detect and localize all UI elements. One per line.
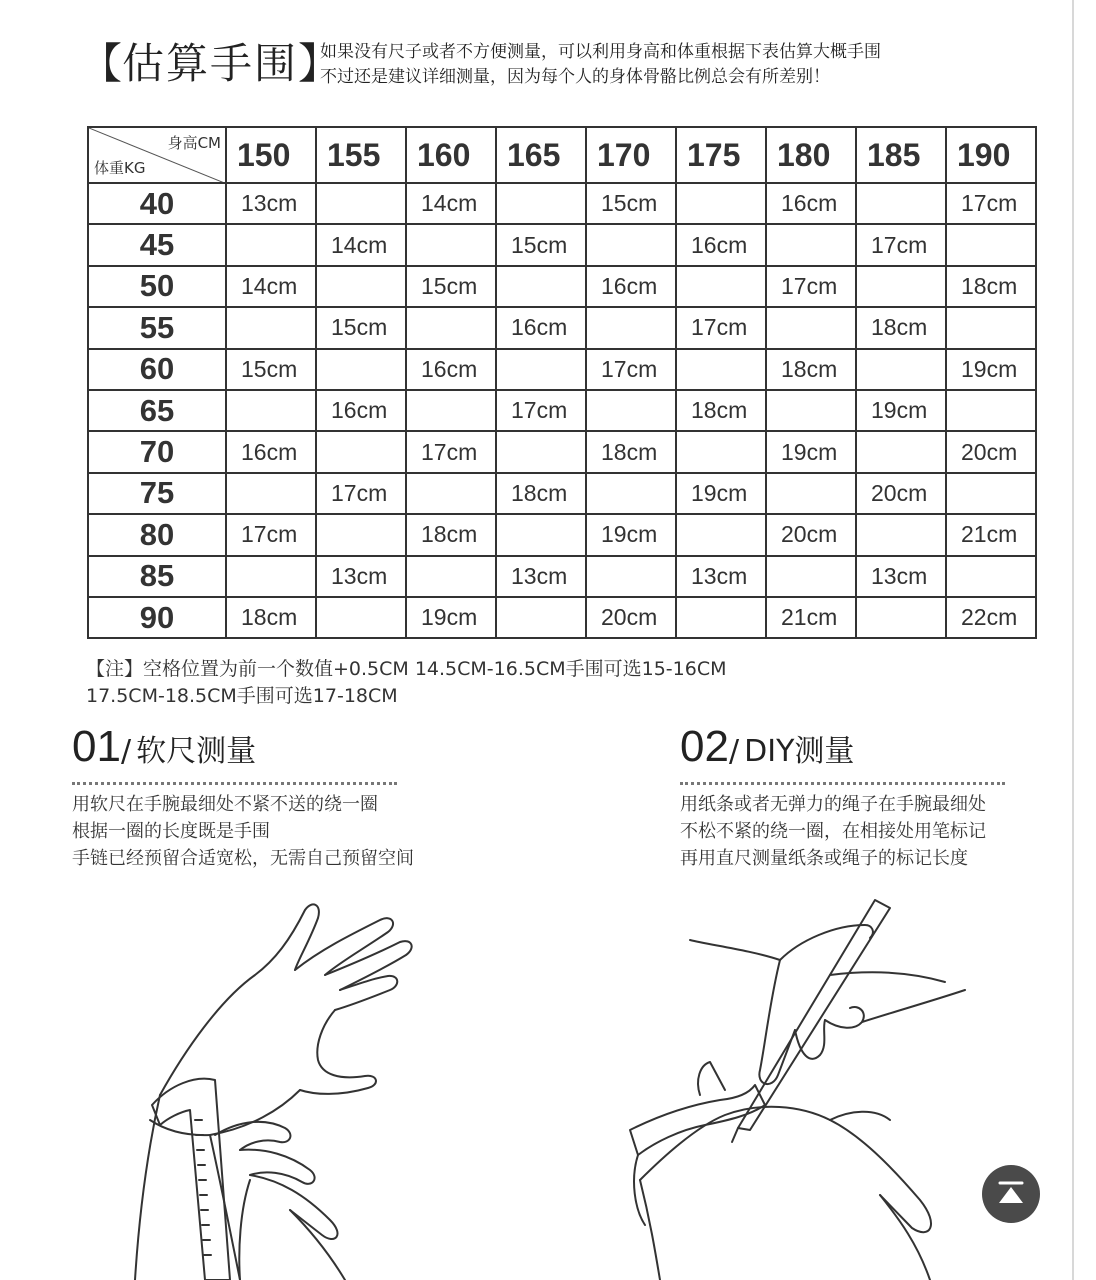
table-row: [88, 390, 1036, 431]
instruction-line: 不松不紧的绕一圈，在相接处用笔标记: [680, 821, 986, 842]
height-header-cell: 175: [676, 127, 766, 183]
wrist-size-cell: [406, 224, 496, 265]
wrist-size-cell: 18cm: [406, 514, 496, 555]
wrist-size-cell: 18cm: [586, 431, 676, 472]
wrist-size-cell: [946, 556, 1036, 597]
wrist-size-cell: [316, 431, 406, 472]
height-header-cell: 190: [946, 127, 1036, 183]
wrist-size-cell: 13cm: [676, 556, 766, 597]
weight-axis-label: 体重KG: [94, 159, 146, 177]
table-body: [88, 183, 1036, 638]
wrist-size-cell: 17cm: [946, 183, 1036, 224]
wrist-size-cell: 15cm: [496, 224, 586, 265]
wrist-size-cell: 14cm: [316, 224, 406, 265]
wrist-size-cell: [676, 266, 766, 307]
note-line: 17.5CM-18.5CM手围可选17-18CM: [86, 685, 398, 707]
wrist-size-cell: [766, 556, 856, 597]
wrist-size-cell: 19cm: [856, 390, 946, 431]
weight-cell: 75: [88, 473, 226, 514]
wrist-size-cell: [496, 597, 586, 638]
table-row: [88, 473, 1036, 514]
height-header-cell: 150: [226, 127, 316, 183]
wrist-size-cell: [676, 431, 766, 472]
wrist-size-cell: 14cm: [406, 183, 496, 224]
method-slash: /: [728, 734, 740, 769]
height-header-cell: 160: [406, 127, 496, 183]
table-row: [88, 556, 1036, 597]
weight-cell: 60: [88, 349, 226, 390]
wrist-size-cell: [676, 597, 766, 638]
wrist-size-cell: [946, 307, 1036, 348]
wrist-size-cell: 17cm: [856, 224, 946, 265]
height-header-cell: 180: [766, 127, 856, 183]
wrist-size-cell: 15cm: [226, 349, 316, 390]
wrist-size-cell: 17cm: [766, 266, 856, 307]
intro-line: 如果没有尺子或者不方便测量，可以利用身高和体重根据下表估算大概手围: [320, 42, 881, 62]
table-row: [88, 514, 1036, 555]
soft-ruler-hand-illustration: [90, 880, 490, 1280]
wrist-size-cell: [946, 473, 1036, 514]
dotted-divider: [680, 782, 1005, 785]
wrist-size-cell: 13cm: [316, 556, 406, 597]
scroll-to-top-button[interactable]: [982, 1165, 1040, 1223]
wrist-size-cell: [316, 183, 406, 224]
wrist-size-cell: 19cm: [946, 349, 1036, 390]
wrist-size-cell: [676, 183, 766, 224]
method-heading: [72, 722, 492, 780]
wrist-size-cell: 20cm: [856, 473, 946, 514]
height-header-cell: 165: [496, 127, 586, 183]
wrist-size-cell: [676, 349, 766, 390]
wrist-size-cell: [586, 307, 676, 348]
wrist-size-cell: [766, 390, 856, 431]
wrist-size-cell: [406, 556, 496, 597]
wrist-size-cell: 19cm: [406, 597, 496, 638]
weight-cell: 55: [88, 307, 226, 348]
wrist-size-cell: [496, 431, 586, 472]
frame-edge: [1072, 0, 1074, 1280]
table-header-row: [88, 127, 1036, 183]
title-text: 估算手围: [122, 39, 299, 88]
wrist-size-cell: [856, 514, 946, 555]
instruction-line: 再用直尺测量纸条或绳子的标记长度: [680, 848, 968, 869]
wrist-size-cell: 17cm: [496, 390, 586, 431]
table-corner-cell: [88, 127, 226, 183]
intro-text: [320, 40, 881, 90]
instruction-line: 手链已经预留合适宽松，无需自己预留空间: [72, 848, 414, 869]
method-instructions: [72, 791, 492, 872]
wrist-size-cell: 19cm: [676, 473, 766, 514]
wrist-size-cell: [406, 307, 496, 348]
title-bracket-open: 【: [80, 39, 123, 88]
weight-cell: 90: [88, 597, 226, 638]
instruction-line: 用纸条或者无弹力的绳子在手腕最细处: [680, 794, 986, 815]
scroll-to-top-icon: [982, 1165, 1040, 1223]
wrist-size-cell: [316, 349, 406, 390]
wrist-size-cell: 18cm: [946, 266, 1036, 307]
wrist-size-cell: [406, 390, 496, 431]
wrist-size-cell: [586, 556, 676, 597]
table-row: [88, 597, 1036, 638]
wrist-size-cell: 19cm: [766, 431, 856, 472]
wrist-size-cell: [496, 266, 586, 307]
wrist-size-cell: 20cm: [766, 514, 856, 555]
wrist-size-cell: 16cm: [496, 307, 586, 348]
wrist-size-cell: 17cm: [226, 514, 316, 555]
method-instructions: [680, 791, 1096, 872]
wrist-size-cell: [856, 183, 946, 224]
weight-cell: 70: [88, 431, 226, 472]
wrist-size-cell: [766, 224, 856, 265]
wrist-size-cell: 21cm: [946, 514, 1036, 555]
height-header-cell: 185: [856, 127, 946, 183]
wrist-size-cell: [496, 183, 586, 224]
wrist-size-cell: 16cm: [586, 266, 676, 307]
wrist-size-cell: 20cm: [946, 431, 1036, 472]
wrist-size-cell: [586, 224, 676, 265]
wrist-size-cell: 22cm: [946, 597, 1036, 638]
table-row: [88, 307, 1036, 348]
wrist-size-cell: [766, 473, 856, 514]
wrist-size-cell: 14cm: [226, 266, 316, 307]
note-line: 【注】空格位置为前一个数值+0.5CM 14.5CM-16.5CM手围可选15-16CM: [86, 658, 727, 680]
title-bracket-close: 】: [298, 39, 341, 88]
wrist-size-cell: [226, 473, 316, 514]
wrist-size-cell: [226, 390, 316, 431]
wrist-size-cell: [496, 514, 586, 555]
wrist-size-cell: [316, 514, 406, 555]
weight-cell: 85: [88, 556, 226, 597]
wrist-size-cell: [856, 431, 946, 472]
wrist-size-cell: 16cm: [316, 390, 406, 431]
wrist-size-cell: [226, 307, 316, 348]
weight-cell: 65: [88, 390, 226, 431]
wrist-size-cell: 13cm: [496, 556, 586, 597]
wrist-size-cell: [316, 266, 406, 307]
table-row: [88, 266, 1036, 307]
wrist-size-cell: [856, 597, 946, 638]
wrist-size-cell: 16cm: [676, 224, 766, 265]
wrist-size-cell: [856, 266, 946, 307]
wrist-size-cell: [226, 556, 316, 597]
wrist-size-cell: 18cm: [496, 473, 586, 514]
instruction-line: 用软尺在手腕最细处不紧不送的绕一圈: [72, 794, 378, 815]
weight-cell: 50: [88, 266, 226, 307]
method-title: DIY测量: [744, 734, 855, 769]
height-axis-label: 身高CM: [167, 134, 221, 152]
method-number: 02: [680, 722, 729, 771]
wrist-size-cell: 18cm: [766, 349, 856, 390]
wrist-size-cell: [586, 473, 676, 514]
wrist-size-cell: [766, 307, 856, 348]
wrist-size-cell: 17cm: [586, 349, 676, 390]
wrist-size-cell: [226, 224, 316, 265]
wrist-size-cell: 19cm: [586, 514, 676, 555]
wrist-size-cell: 17cm: [316, 473, 406, 514]
intro-line: 不过还是建议详细测量，因为每个人的身体骨骼比例总会有所差别！: [320, 67, 830, 87]
instruction-line: 根据一圈的长度既是手围: [72, 821, 270, 842]
table-row: [88, 183, 1036, 224]
wrist-size-cell: 15cm: [406, 266, 496, 307]
wrist-size-cell: 17cm: [676, 307, 766, 348]
wrist-size-cell: 17cm: [406, 431, 496, 472]
page-header: [80, 34, 1040, 94]
wrist-size-cell: [946, 224, 1036, 265]
wrist-size-cell: [856, 349, 946, 390]
wrist-size-cell: [406, 473, 496, 514]
height-header-cell: 170: [586, 127, 676, 183]
wrist-size-cell: 20cm: [586, 597, 676, 638]
wrist-size-cell: 15cm: [586, 183, 676, 224]
wrist-size-cell: 16cm: [226, 431, 316, 472]
wrist-size-cell: 18cm: [676, 390, 766, 431]
wrist-size-cell: [496, 349, 586, 390]
wrist-size-cell: [676, 514, 766, 555]
weight-cell: 80: [88, 514, 226, 555]
wrist-size-cell: [946, 390, 1036, 431]
height-header-cell: 155: [316, 127, 406, 183]
wrist-size-cell: 18cm: [856, 307, 946, 348]
wrist-size-cell: 18cm: [226, 597, 316, 638]
method-slash: /: [120, 734, 132, 769]
wrist-size-cell: [316, 597, 406, 638]
weight-cell: 45: [88, 224, 226, 265]
table-row: [88, 224, 1036, 265]
wrist-size-cell: [586, 390, 676, 431]
wrist-size-cell: 13cm: [856, 556, 946, 597]
table-row: [88, 431, 1036, 472]
table-note: [86, 656, 727, 710]
method-number: 01: [72, 722, 121, 771]
dotted-divider: [72, 782, 397, 785]
wrist-size-table: [87, 126, 1037, 639]
weight-cell: 40: [88, 183, 226, 224]
table-row: [88, 349, 1036, 390]
method-heading: [680, 722, 1096, 780]
method-soft-ruler: [72, 722, 492, 872]
wrist-size-cell: 16cm: [766, 183, 856, 224]
wrist-size-cell: 16cm: [406, 349, 496, 390]
method-diy: [680, 722, 1096, 872]
page-title: [80, 34, 340, 94]
wrist-size-cell: 15cm: [316, 307, 406, 348]
wrist-size-cell: 13cm: [226, 183, 316, 224]
method-title: 软尺测量: [136, 734, 257, 769]
wrist-size-cell: 21cm: [766, 597, 856, 638]
